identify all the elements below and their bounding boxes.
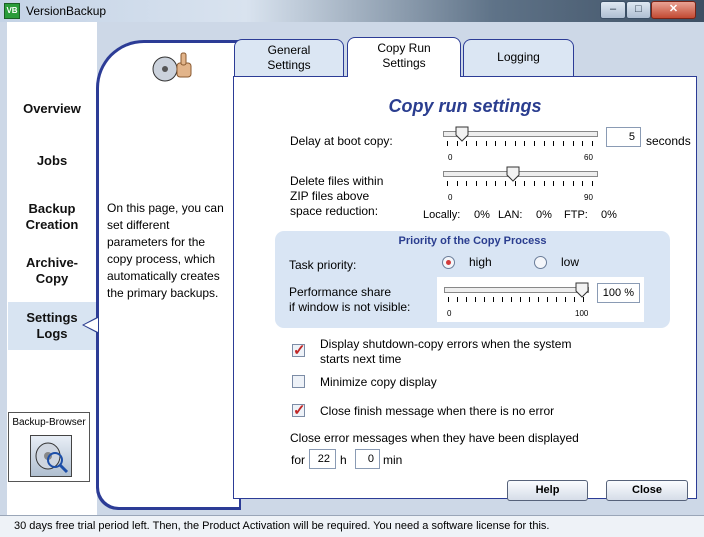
help-button[interactable]: Help: [507, 480, 588, 501]
slider-tick: [475, 297, 476, 302]
nav-label: Copy: [35, 271, 69, 286]
slider-tick: [484, 297, 485, 302]
nav-label: Overview: [23, 101, 81, 116]
delete-max-label: 90: [584, 193, 593, 202]
shutdown-errors-label-line1: Display shutdown-copy errors when the system: [320, 337, 572, 351]
slider-tick: [529, 297, 530, 302]
info-description: On this page, you can set different parameters for the copy process, which automatically creates the primary backups.: [107, 201, 224, 300]
slider-tick: [534, 141, 535, 146]
tab-copy-run-settings[interactable]: [347, 37, 461, 77]
slider-tick: [565, 297, 566, 302]
slider-tick: [486, 141, 487, 146]
disc-thumbs-up-icon: [151, 49, 195, 85]
local-value: 0%: [474, 209, 490, 221]
info-panel: [99, 43, 239, 507]
delay-max-label: 60: [584, 153, 593, 162]
minutes-unit-label: min: [383, 453, 403, 467]
delay-label: Delay at boot copy:: [290, 134, 393, 148]
local-label: Locally:: [423, 209, 461, 221]
nav-label: Jobs: [36, 153, 68, 168]
slider-tick: [495, 141, 496, 146]
slider-tick: [534, 181, 535, 186]
slider-tick: [524, 181, 525, 186]
slider-tick: [476, 141, 477, 146]
slider-thumb[interactable]: [506, 166, 520, 182]
close-errors-label: Close error messages when they have been displayed: [290, 431, 579, 445]
nav-item-overview[interactable]: [7, 101, 97, 117]
priority-group: [275, 231, 670, 328]
slider-tick: [447, 141, 448, 146]
perf-slider-area: [437, 277, 644, 322]
app-icon: VB: [4, 3, 20, 19]
close-finish-checkbox[interactable]: [292, 404, 305, 417]
status-bar: [0, 515, 704, 537]
slider-tick: [592, 141, 593, 146]
priority-low-radio[interactable]: [534, 256, 547, 269]
disc-magnifier-icon: [30, 435, 72, 477]
slider-tick: [448, 297, 449, 302]
tab-logging[interactable]: [463, 39, 574, 77]
slider-tick: [563, 181, 564, 186]
nav-label: Creation: [25, 217, 79, 232]
slider-tick: [515, 141, 516, 146]
perf-max-label: 100: [575, 309, 589, 318]
slider-track: [443, 171, 598, 177]
tab-label: Settings: [382, 56, 426, 70]
delay-seconds-input[interactable]: 5: [606, 127, 641, 147]
slider-tick: [573, 181, 574, 186]
minimize-copy-checkbox[interactable]: [292, 375, 305, 388]
slider-thumb[interactable]: [575, 282, 589, 298]
slider-tick: [538, 297, 539, 302]
minutes-input[interactable]: 0: [355, 449, 380, 469]
minimize-copy-label: Minimize copy display: [320, 375, 437, 389]
slider-tick: [563, 141, 564, 146]
tab-label: Copy Run: [377, 41, 431, 55]
tab-general-settings[interactable]: [234, 39, 344, 77]
priority-high-radio[interactable]: [442, 256, 455, 269]
slider-ticks: [443, 181, 598, 187]
delay-min-label: 0: [448, 153, 453, 162]
tab-label: Settings: [267, 58, 311, 72]
slider-tick: [520, 297, 521, 302]
delete-label-line3: space reduction:: [290, 204, 379, 218]
maximize-button[interactable]: □: [626, 1, 651, 19]
slider-tick: [592, 181, 593, 186]
close-button[interactable]: Close: [606, 480, 688, 501]
slider-tick: [573, 141, 574, 146]
ftp-label: FTP:: [564, 209, 588, 221]
hours-input[interactable]: 22: [309, 449, 336, 469]
slider-tick: [553, 181, 554, 186]
slider-tick: [447, 181, 448, 186]
slider-tick: [476, 181, 477, 186]
backup-browser-label: Backup-Browser: [12, 417, 86, 428]
delete-min-label: 0: [448, 193, 453, 202]
priority-title: Priority of the Copy Process: [398, 235, 547, 247]
perf-label-line1: Performance share: [289, 285, 392, 299]
task-priority-label: Task priority:: [289, 258, 357, 272]
performance-slider[interactable]: [444, 284, 589, 312]
slider-thumb[interactable]: [455, 126, 469, 142]
for-label: for: [291, 453, 306, 467]
hours-unit-label: h: [340, 453, 347, 467]
slider-tick: [466, 181, 467, 186]
priority-low-label: low: [561, 255, 580, 269]
slider-tick: [544, 181, 545, 186]
close-finish-label: Close finish message when there is no error: [320, 404, 555, 418]
slider-tick: [582, 181, 583, 186]
tab-label: General: [267, 43, 311, 57]
slider-tick: [493, 297, 494, 302]
slider-tick: [457, 181, 458, 186]
slider-track: [444, 287, 589, 293]
minimize-button[interactable]: ‒: [600, 1, 626, 19]
slider-tick: [457, 297, 458, 302]
slider-tick: [524, 141, 525, 146]
delay-unit-label: seconds: [646, 134, 691, 148]
page-title: Copy run settings: [388, 96, 542, 116]
shutdown-errors-checkbox[interactable]: [292, 344, 305, 357]
nav-item-backup-creation[interactable]: [7, 201, 97, 233]
slider-tick: [553, 141, 554, 146]
slider-ticks: [444, 297, 589, 303]
slider-tick: [495, 181, 496, 186]
copy-run-settings-panel: [233, 76, 697, 499]
slider-tick: [511, 297, 512, 302]
tab-label: Logging: [497, 50, 540, 64]
nav-label: Settings: [26, 310, 78, 325]
nav-item-jobs[interactable]: [7, 153, 97, 169]
slider-tick: [547, 297, 548, 302]
slider-tick: [486, 181, 487, 186]
perf-min-label: 0: [447, 309, 452, 318]
nav-selection-pointer: [84, 318, 98, 332]
lan-value: 0%: [536, 209, 552, 221]
ftp-value: 0%: [601, 209, 617, 221]
shutdown-errors-label-line2: starts next time: [320, 352, 402, 366]
close-window-button[interactable]: ✕: [651, 1, 696, 19]
slider-tick: [502, 297, 503, 302]
nav-label: Logs: [36, 326, 68, 341]
delete-label-line2: ZIP files above: [290, 189, 370, 203]
delete-slider[interactable]: [443, 168, 598, 196]
delete-label-line1: Delete files within: [290, 174, 384, 188]
nav-label: Archive-: [25, 255, 79, 270]
performance-share-input[interactable]: 100 %: [597, 283, 640, 303]
slider-tick: [466, 297, 467, 302]
backup-browser-button[interactable]: [8, 412, 90, 482]
status-text: 30 days free trial period left. Then, the Product Activation will be required. You need a software license for this.: [14, 520, 550, 532]
nav-item-archive-copy[interactable]: [7, 255, 97, 287]
perf-label-line2: if window is not visible:: [289, 300, 411, 314]
delay-slider[interactable]: [443, 128, 598, 156]
slider-tick: [582, 141, 583, 146]
slider-tick: [556, 297, 557, 302]
title-bar: [0, 0, 704, 22]
lan-label: LAN:: [498, 209, 523, 221]
window-title: VersionBackup: [26, 4, 107, 18]
nav-label: Backup: [28, 201, 76, 216]
priority-high-label: high: [469, 255, 492, 269]
slider-tick: [544, 141, 545, 146]
slider-tick: [505, 141, 506, 146]
